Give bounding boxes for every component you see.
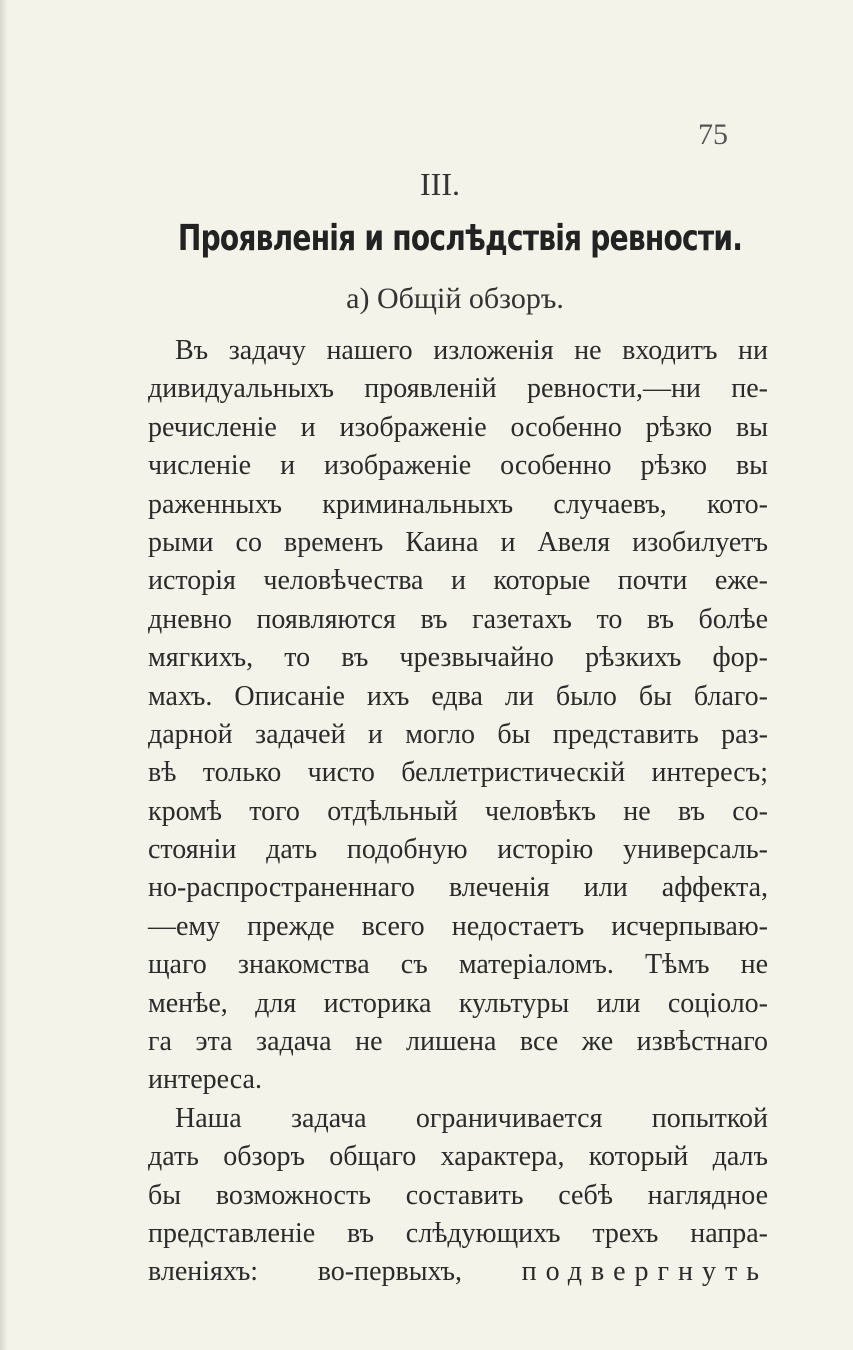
page-number: 75 [698,118,728,151]
text-line: щаго знакомства съ матеріаломъ. Тѣмъ не [148,949,768,981]
text-line: представленіе въ слѣдующихъ трехъ напра- [148,1217,768,1249]
body-text [148,332,768,1292]
section-number: III. [420,166,460,202]
text-line: интереса. [148,1064,262,1096]
text-line: бы возможность составить себѣ наглядное [148,1179,768,1211]
subsection-title: а) Общій обзоръ. [346,282,564,315]
text-line: дневно появляются въ газетахъ то въ болѣе [148,603,768,635]
text-line: га эта задача не лишена все же извѣстнаго [148,1026,768,1058]
text-line: но-распространеннаго влеченія или аффекта, [148,872,768,904]
text-line: махъ. Описаніе ихъ едва ли было бы благо- [148,680,768,712]
text-line: речисленіе и изображеніе особенно рѣзко вы [148,411,768,443]
final-line-spaced-word: подвергнуть [521,1256,768,1288]
text-line: мягкихъ, то въ чрезвычайно рѣзкихъ фор- [148,642,768,674]
text-line: численіе и изображеніе особенно рѣзко вы [148,450,768,482]
chapter-title: Проявленія и послѣдствія ревности. [177,218,743,259]
text-line: —ему прежде всего недостаетъ исчерпываю- [148,910,768,942]
text-line: кромѣ того отдѣльный человѣкъ не въ со- [148,795,768,827]
text-line: дарной задачей и могло бы представить раз- [148,718,768,750]
text-line: вѣ только чисто беллетристическій интересъ; [148,757,768,789]
final-line-start: вленіяхъ: во-первыхъ, [148,1256,462,1288]
text-line: дивидуальныхъ проявленій ревности,—ни пе- [148,373,768,405]
text-line: дать обзоръ общаго характера, который далъ [148,1141,768,1173]
text-line: Наша задача ограничивается попыткой [175,1102,768,1134]
text-line: раженныхъ криминальныхъ случаевъ, кото- [148,488,768,520]
text-line: менѣе, для историка культуры или соціоло- [148,987,768,1019]
text-line: исторія человѣчества и которые почти еже- [148,565,768,597]
text-line: Въ задачу нашего изложенія не входитъ ни [175,335,768,366]
text-line-final [148,1253,768,1291]
text-line: рыми со временъ Каина и Авеля изобилуетъ [148,526,768,558]
text-line: стояніи дать подобную исторію универсаль- [148,834,768,866]
